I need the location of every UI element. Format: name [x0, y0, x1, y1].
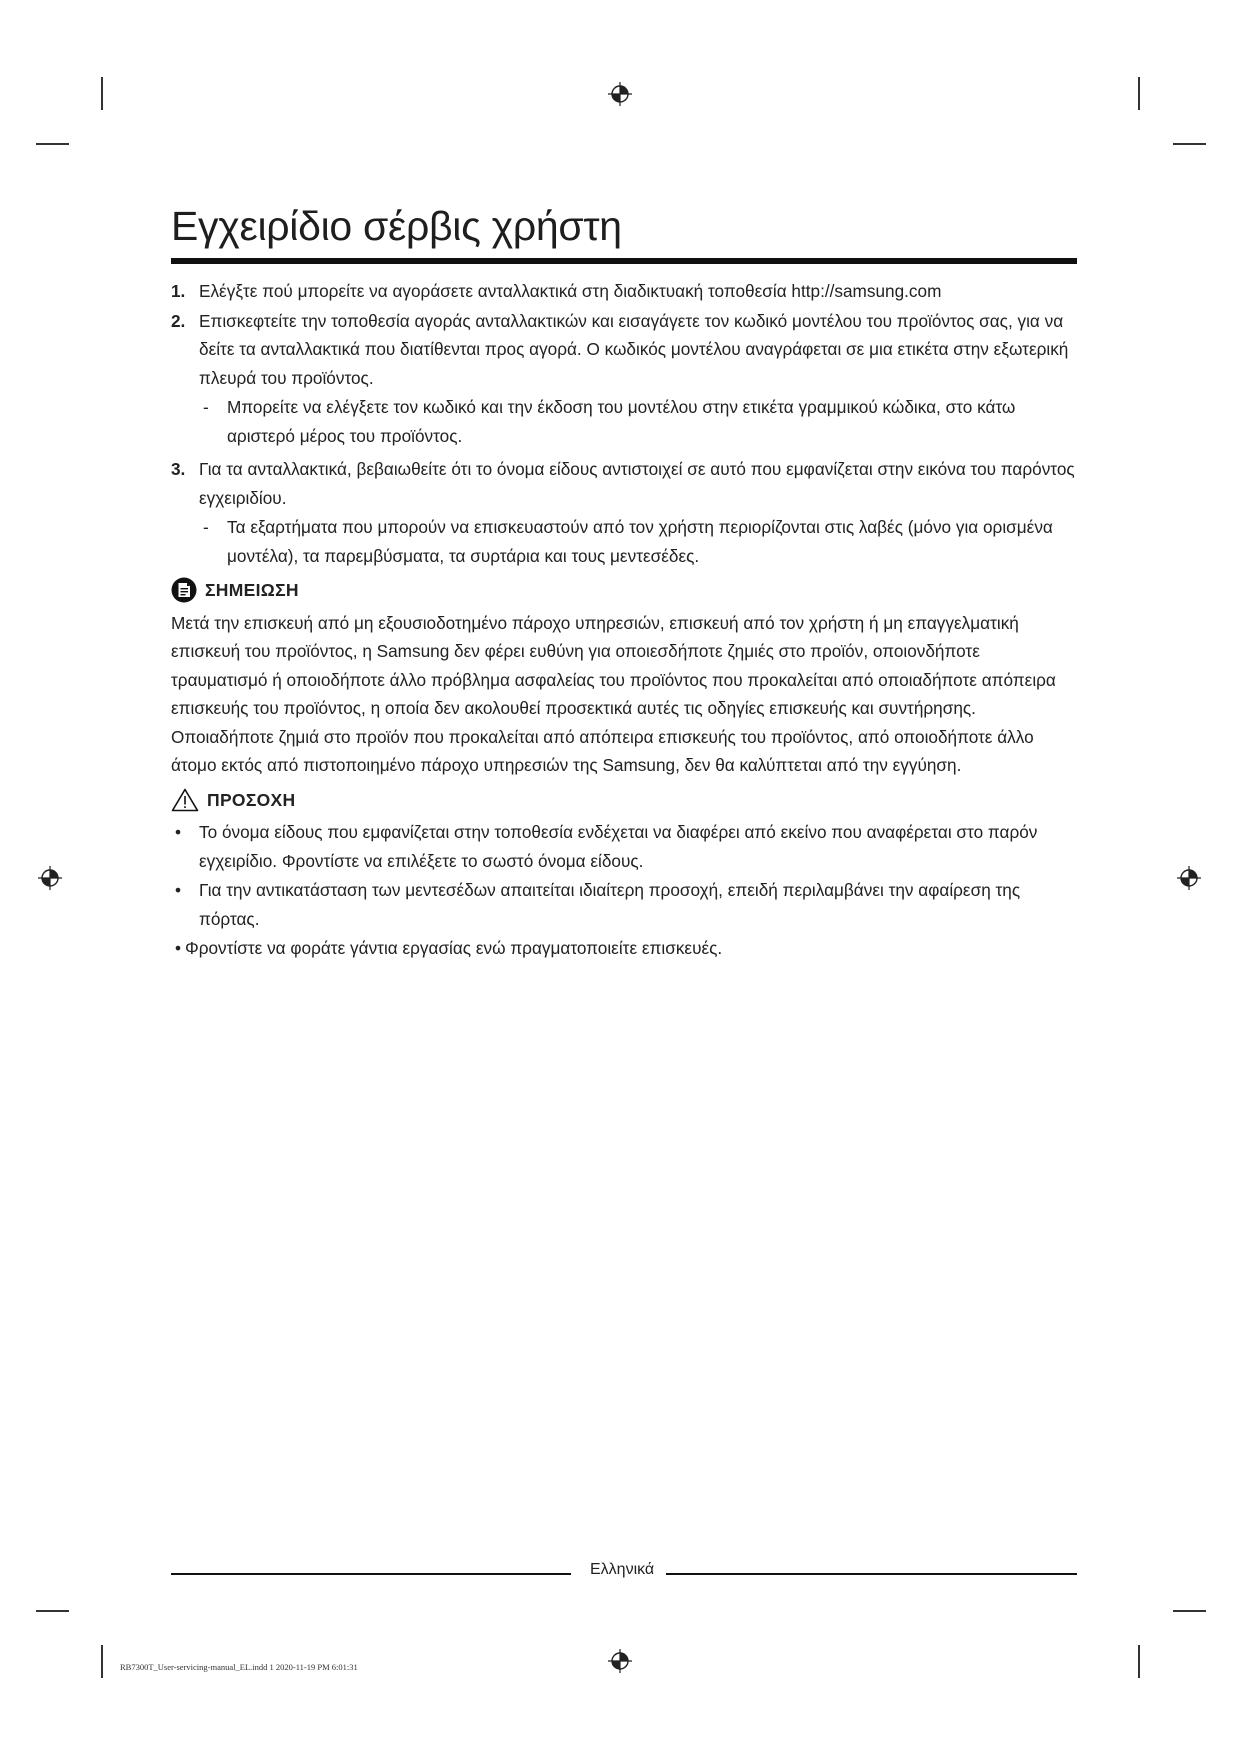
- step-number: 1.: [171, 281, 186, 301]
- step-1: [171, 277, 1077, 306]
- registration-mark-left-icon: [38, 866, 62, 890]
- note-label: ΣΗΜΕΙΩΣΗ: [205, 580, 299, 600]
- caution-label: ΠΡΟΣΟΧΗ: [207, 789, 296, 810]
- title-underline: [171, 258, 1077, 264]
- step-text: Επισκεφτείτε την τοποθεσία αγοράς ανταλλακτικών και εισαγάγετε τον κωδικό μοντέλου του προϊόντος σας, για να δείτε τα ανταλλακτικά που διατίθενται προς αγορά. Ο κωδικός μοντέλου αναγράφεται σε μια ετικέτα στην εξωτερική πλευρά του προϊόντος.: [199, 310, 1069, 388]
- step-3-sub-note: [171, 513, 1077, 570]
- page-title: Εγχειρίδιο σέρβις χρήστη: [171, 203, 622, 249]
- crop-mark-top-left-horizontal: [36, 143, 69, 145]
- bullet-marker: •: [175, 938, 182, 958]
- sub-note-text: Μπορείτε να ελέγξετε τον κωδικό και την έκδοση του μοντέλου στην ετικέτα γραμμικού κώδικα, στο κάτω αριστερό μέρος του προϊόντος.: [227, 397, 1016, 446]
- crop-mark-bottom-right-vertical: [1138, 1645, 1140, 1678]
- bullet-marker: •: [175, 822, 182, 842]
- step-3: [171, 455, 1077, 512]
- step-text: Ελέγξτε πού μπορείτε να αγοράσετε ανταλλακτικά στη διαδικτυακή τοποθεσία http://samsung.com: [199, 281, 942, 301]
- sub-note-text: Τα εξαρτήματα που μπορούν να επισκευαστούν από τον χρήστη περιορίζονται στις λαβές (μόνο για ορισμένα μοντέλα), τα παρεμβύσματα, τα συρτάρια και τους μεντεσέδες.: [227, 517, 1053, 566]
- main-content: [171, 277, 1077, 963]
- step-2: [171, 307, 1077, 393]
- sub-marker: -: [203, 397, 209, 417]
- caution-item-text: Το όνομα είδους που εμφανίζεται στην τοποθεσία ενδέχεται να διαφέρει από εκείνο που αναφέρεται στο παρόν εγχειρίδιο. Φροντίστε να επιλέξετε το σωστό όνομα είδους.: [199, 822, 1038, 871]
- crop-mark-top-left-vertical: [101, 77, 103, 110]
- footer-language: Ελληνικά: [590, 1561, 655, 1578]
- crop-mark-top-right-horizontal: [1173, 143, 1206, 145]
- caution-item-text: Για την αντικατάσταση των μεντεσέδων απαιτείται ιδιαίτερη προσοχή, επειδή περιλαμβάνει την αφαίρεση της πόρτας.: [199, 880, 1021, 929]
- step-number: 2.: [171, 310, 186, 331]
- note-icon: [171, 577, 197, 603]
- note-text: Μετά την επισκευή από μη εξουσιοδοτημένο πάροχο υπηρεσιών, επισκευή από τον χρήστη ή μη επαγγελματική επισκευή του προϊόντος, η Samsung δεν φέρει ευθύνη για οποιεσδήποτε ζημιές στο προϊόν, οποιονδήποτε τραυματισμό ή οποιοδήποτε άλλο πρόβλημα ασφαλείας του προϊόντος που προκαλείται από οποιαδήποτε απόπειρα επισκευής του προϊόντος, η οποία δεν ακολουθεί προσεκτικά αυτές τις οδηγίες επισκευής και συντήρησης. Οποιαδήποτε ζημιά στο προϊόν που προκαλείται από απόπειρα επισκευής του προϊόντος, από οποιοδήποτε άλλο άτομο εκτός από πιστοποιημένο πάροχο υπηρεσιών της Samsung, δεν θα καλύπτεται από την εγγύηση.: [171, 612, 1056, 775]
- step-number: 3.: [171, 459, 186, 479]
- registration-mark-top-icon: [608, 82, 632, 106]
- warning-icon: [171, 788, 199, 812]
- crop-mark-bottom-left-vertical: [101, 1645, 103, 1678]
- footer-rule-left: [171, 1573, 571, 1575]
- sub-marker: -: [203, 517, 209, 537]
- bullet-marker: •: [175, 880, 182, 900]
- note-heading: [171, 576, 1077, 605]
- registration-mark-bottom-icon: [608, 1649, 632, 1673]
- caution-item-text: Φροντίστε να φοράτε γάντια εργασίας ενώ πραγματοποιείτε επισκευές.: [185, 938, 723, 958]
- footer-rule-right: [666, 1573, 1077, 1575]
- print-slug: RB7300T_User-servicing-manual_EL.indd 1 2020-11-19 PM 6:01:31: [120, 1662, 358, 1672]
- crop-mark-bottom-right-horizontal: [1173, 1610, 1206, 1612]
- caution-heading: [171, 786, 1077, 815]
- crop-mark-bottom-left-horizontal: [36, 1610, 69, 1612]
- crop-mark-top-right-vertical: [1138, 77, 1140, 110]
- caution-item: [171, 934, 1077, 963]
- caution-item: [171, 818, 1077, 875]
- step-2-sub-note: [171, 393, 1077, 450]
- registration-mark-right-icon: [1177, 866, 1201, 890]
- caution-item: [171, 876, 1077, 933]
- step-text: Για τα ανταλλακτικά, βεβαιωθείτε ότι το όνομα είδους αντιστοιχεί σε αυτό που εμφανίζεται στην εικόνα του παρόντος εγχειριδίου.: [199, 459, 1075, 508]
